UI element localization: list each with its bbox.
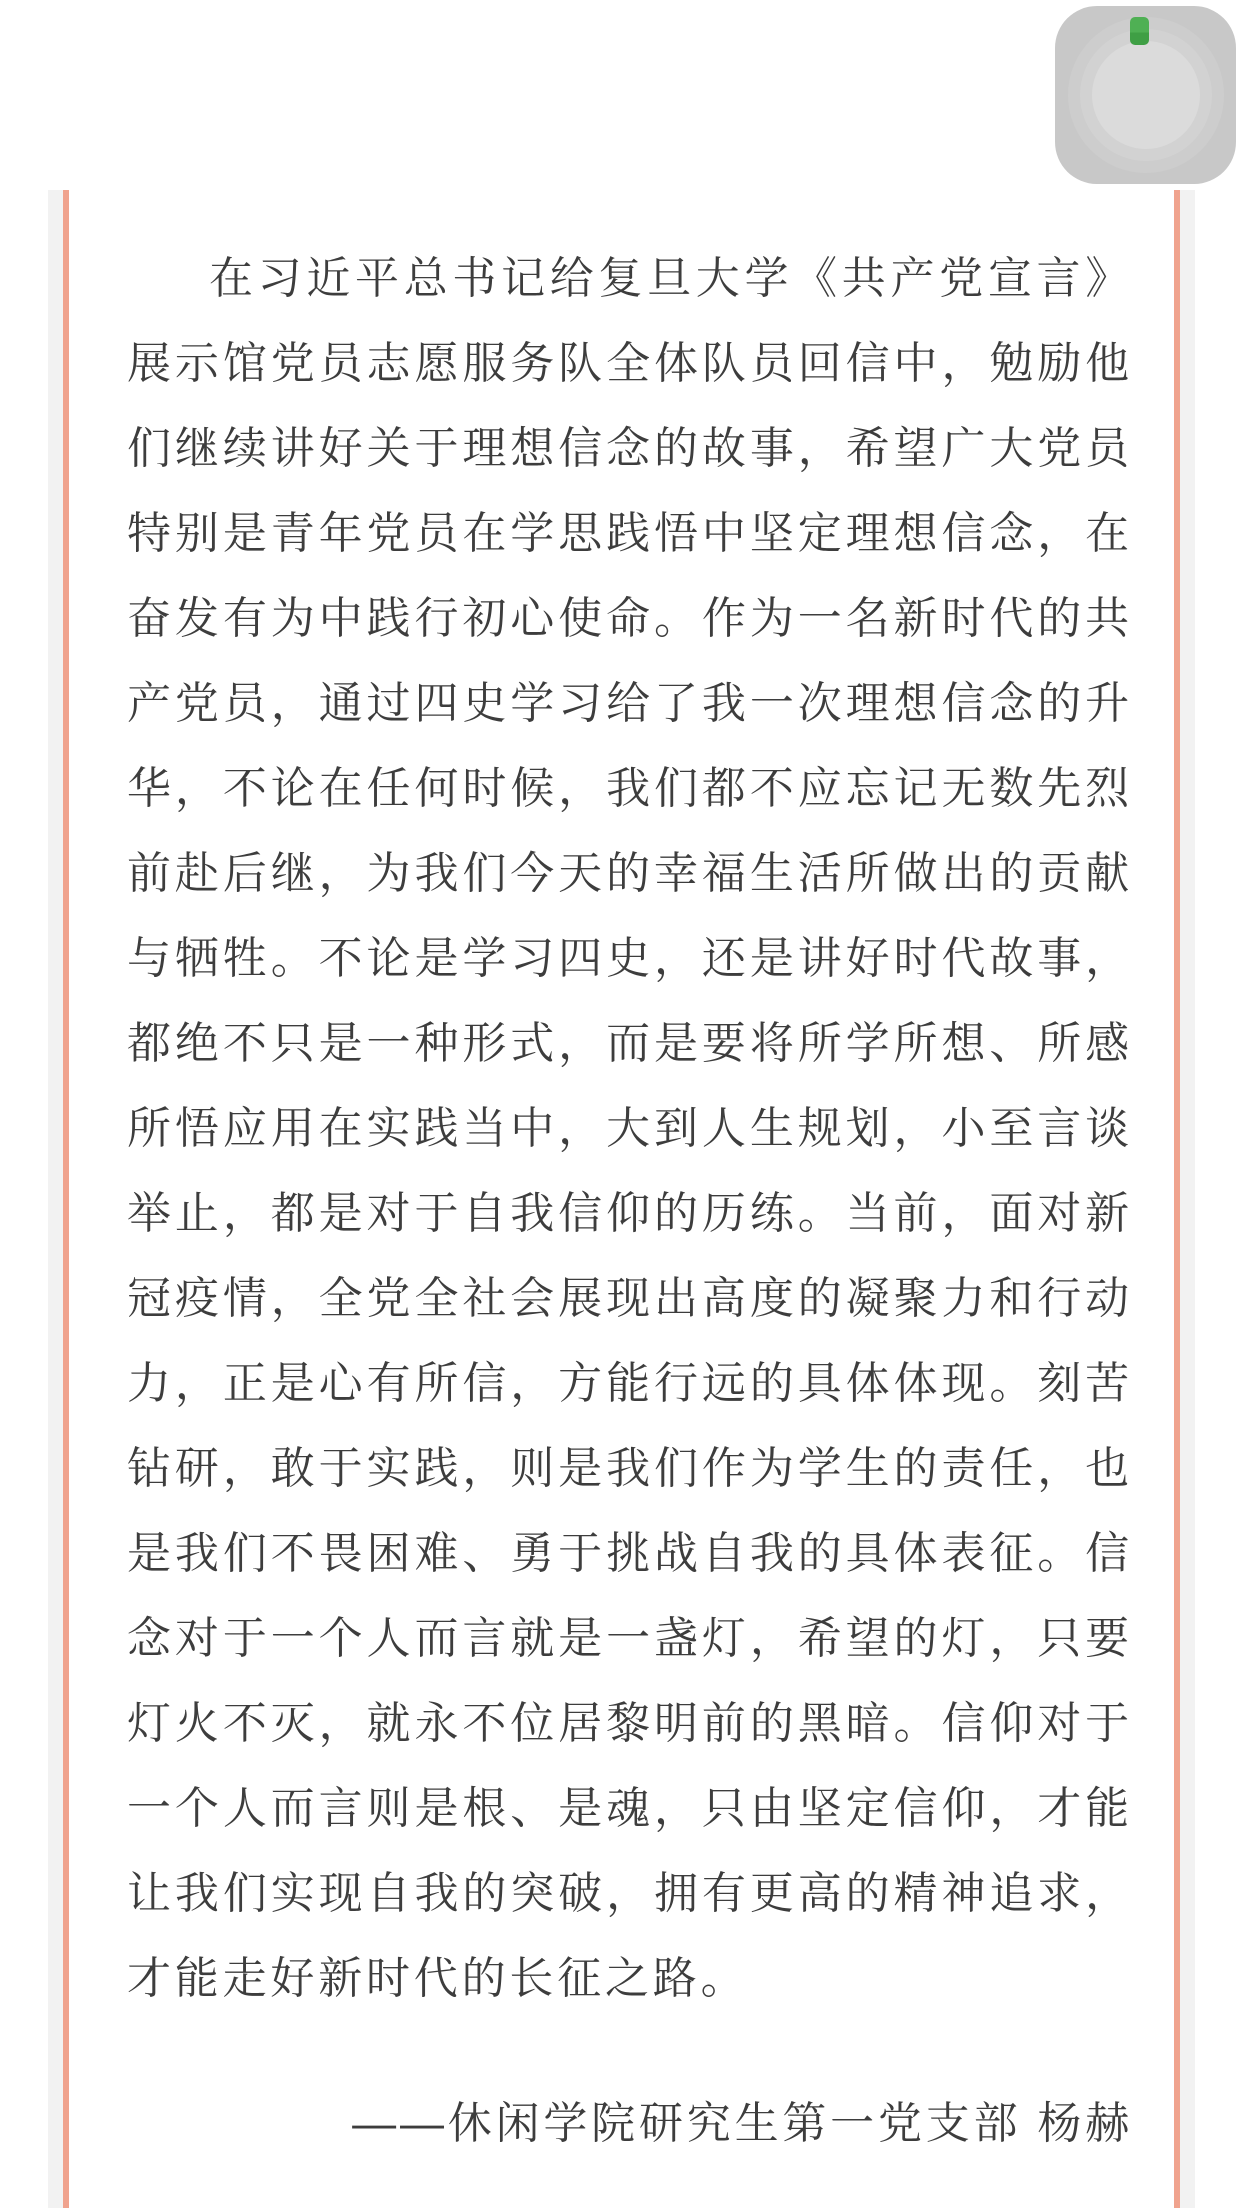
paragraph-line: 冠疫情，全党全社会展现出高度的凝聚力和行动 [127,1274,1133,1323]
signature-line: ——休闲学院研究生第一党支部 杨赫 [352,2099,1133,2148]
paragraph-line: 特别是青年党员在学思践悟中坚定理想信念，在 [127,509,1133,558]
paragraph-line: 举止，都是对于自我信仰的历练。当前，面对新 [127,1189,1133,1238]
paragraph-line: 们继续讲好关于理想信念的故事，希望广大党员 [127,424,1133,473]
green-indicator-icon [1130,17,1149,45]
paragraph-line: 所悟应用在实践当中，大到人生规划，小至言谈 [127,1104,1133,1153]
paragraph-line: 都绝不只是一种形式，而是要将所学所想、所感 [127,1019,1133,1068]
floating-dial-button[interactable] [1055,6,1236,184]
dial-inner-circle-icon [1092,41,1200,149]
paragraph-line: 华，不论在任何时候，我们都不应忘记无数先烈 [127,764,1133,813]
article-inner-border [63,190,1180,2208]
paragraph-line: 产党员，通过四史学习给了我一次理想信念的升 [127,679,1133,728]
paragraph-line: 在习近平总书记给复旦大学《共产党宣言》 [209,254,1133,303]
paragraph-line: 奋发有为中践行初心使命。作为一名新时代的共 [127,594,1133,643]
paragraph-line: 是我们不畏困难、勇于挑战自我的具体表征。信 [127,1529,1133,1578]
paragraph-line: 一个人而言则是根、是魂，只由坚定信仰，才能 [127,1784,1133,1833]
paragraph-line: 与牺牲。不论是学习四史，还是讲好时代故事， [127,934,1133,983]
paragraph-line: 灯火不灭，就永不位居黎明前的黑暗。信仰对于 [127,1699,1133,1748]
paragraph-line: 念对于一个人而言就是一盏灯，希望的灯，只要 [127,1614,1133,1663]
article-body [69,190,1174,2166]
paragraph-line: 前赴后继，为我们今天的幸福生活所做出的贡献 [127,849,1133,898]
paragraph-line: 让我们实现自我的突破，拥有更高的精神追求， [127,1869,1133,1918]
paragraph-line: 展示馆党员志愿服务队全体队员回信中，勉励他 [127,339,1133,388]
paragraph-line: 钻研，敢于实践，则是我们作为学生的责任，也 [127,1444,1133,1493]
paragraph-line: 力，正是心有所信，方能行远的具体体现。刻苦 [127,1359,1133,1408]
paragraph-line: 才能走好新时代的长征之路。 [127,1954,749,2003]
article-container [48,190,1195,2208]
